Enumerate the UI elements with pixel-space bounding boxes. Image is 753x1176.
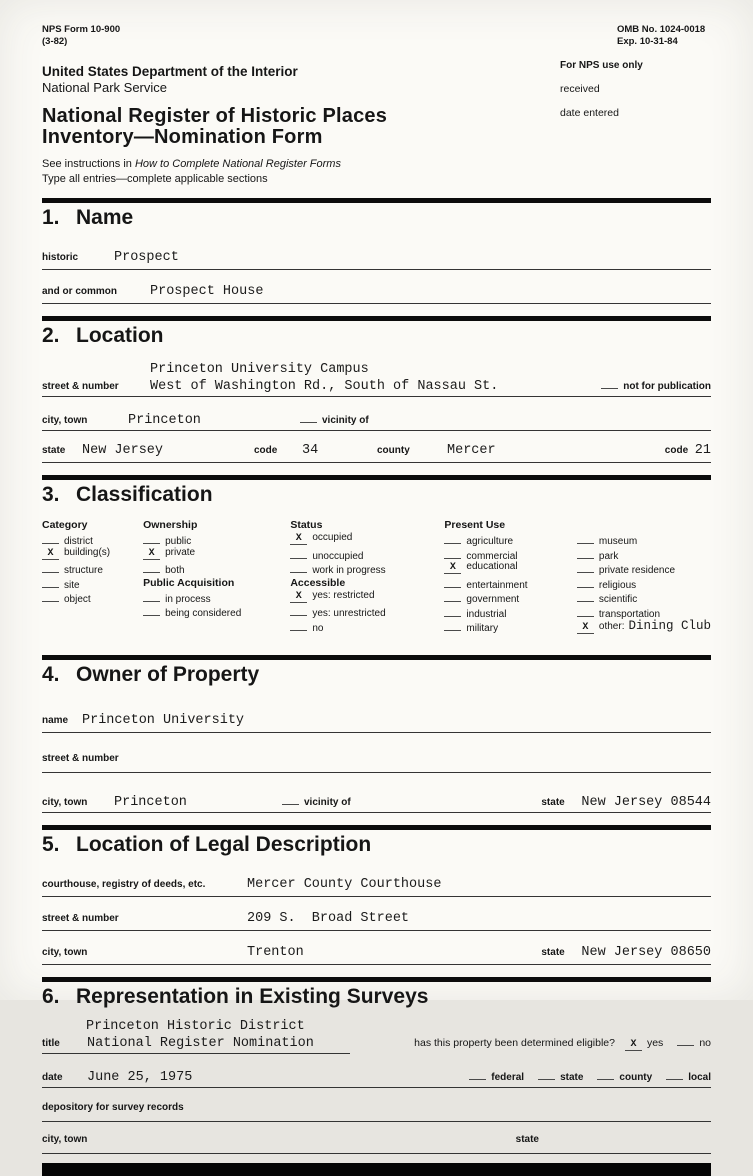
vicinity-checkbox-line [300,411,317,423]
classification-col-present-use [444,518,577,634]
instructions-line2: Type all entries—complete applicable sections [42,172,268,185]
omb-number: OMB No. 1024-0018 [617,24,706,35]
checkbox-line [42,576,59,588]
item-label: structure [64,565,103,577]
field-row-survey-date [42,1068,711,1088]
field-row-street [42,377,711,397]
courthouse-value: Mercer County Courthouse [247,876,442,892]
field-row-historic [42,250,711,270]
county-label: county [377,445,410,457]
checkbox-line: X [42,548,59,560]
section-location-heading [42,321,711,352]
survey-date-label: date [42,1071,63,1083]
section-title: Representation in Existing Surveys [76,984,429,1008]
section-legal-heading [42,830,711,861]
group-header-category: Category [42,519,88,532]
form-number: NPS Form 10-900 [42,24,121,35]
section-number: 2. [42,324,60,348]
legal-state-value: New Jersey 08650 [581,944,711,960]
local-label: local [688,1071,711,1083]
street-label: street & number [42,381,119,393]
street-value: West of Washington Rd., South of Nassau St. [150,379,499,395]
classification-item [444,576,577,591]
item-label: district [64,536,93,548]
checkbox-line [577,576,594,588]
section-number: 3. [42,483,60,507]
group-header-blank [577,518,711,532]
group-header-accessible: Accessible [290,576,346,589]
checkbox-line [577,532,594,544]
classification-item [42,532,143,547]
department-title: United States Department of the Interior [42,63,298,79]
legal-city-label: city, town [42,946,88,958]
section-classification-heading [42,480,711,511]
common-name-label: and or common [42,286,118,298]
item-label: yes: unrestricted [312,608,386,620]
form-number-block [42,24,711,49]
item-label: private [165,546,196,558]
local-checkbox-line [666,1068,683,1080]
section-surveys-heading [42,982,711,1013]
legal-state-label: state [541,946,565,958]
field-row-owner-name [42,713,711,733]
classification-item [143,590,290,605]
item-label: being considered [165,608,242,620]
field-row-survey-city [42,1134,711,1154]
item-label: transportation [598,608,661,620]
classification-col-status [290,518,444,634]
checkbox-line: X [577,622,594,634]
classification-item [42,547,143,562]
agency-title: National Park Service [42,79,167,95]
vicinity-label: vicinity of [322,415,369,427]
county-checkbox-line [597,1068,614,1080]
group-header-public-acquisition: Public Acquisition [143,576,235,589]
state-value: New Jersey [82,443,164,459]
classification-item [290,547,444,562]
item-label: unoccupied [312,550,364,562]
field-row-owner-city [42,793,711,813]
common-name-value: Prospect House [150,284,264,300]
form-header [42,0,711,186]
section-owner [42,655,711,813]
vicinity-checkbox-line [282,793,299,805]
code-value-2: 21 [694,443,711,459]
item-label: work in progress [312,565,386,577]
survey-title-label: title [42,1037,60,1049]
county-level-label: county [619,1071,653,1083]
federal-checkbox-line [469,1068,486,1080]
classification-item [290,561,444,576]
classification-item [444,605,577,620]
instructions-line1 [42,157,711,172]
section-location [42,316,711,463]
group-header-present-use: Present Use [444,519,506,532]
checkbox-line [42,590,59,602]
checkbox-line [444,619,461,631]
checkbox-line [577,605,594,617]
item-label: object [64,594,91,606]
classification-item [444,561,577,576]
field-row-legal-city [42,945,711,965]
group-header-ownership: Ownership [143,519,198,532]
classification-item [444,619,577,634]
section-title: Classification [76,483,213,507]
checkbox-line: X [143,548,160,560]
date-entered-label: date entered [560,106,619,119]
section-number: 4. [42,662,60,686]
field-row-owner-street [42,753,711,773]
owner-name-value: Princeton University [82,712,245,728]
county-value: Mercer [447,443,496,459]
item-label: building(s) [64,546,111,558]
instructions-manual-title: How to Complete National Register Forms [134,158,341,171]
classification-item [143,532,290,547]
checkbox-line [577,547,594,559]
section-number: 6. [42,984,60,1008]
item-label: no [312,622,324,634]
survey-city-label: city, town [42,1133,88,1145]
item-label: private residence [598,565,676,577]
depository-label: depository for survey records [42,1101,184,1113]
code-label-1: code [254,445,278,457]
classification-col-category [42,518,143,634]
item-label: other: [598,621,625,633]
classification-item [42,561,143,576]
section-title: Location of Legal Description [76,832,372,856]
classification-col-present-use-2 [577,518,711,634]
field-row-depository [42,1102,711,1122]
section-name [42,198,711,304]
classification-item [290,532,444,547]
nps-use-block [560,60,730,119]
item-label: yes: restricted [312,589,375,601]
legal-city-value: Trenton [247,944,304,960]
survey-title-field [42,1036,350,1054]
checkbox-line [444,532,461,544]
classification-item [577,547,711,562]
vicinity-label: vicinity of [304,796,351,808]
section-legal [42,825,711,965]
eligible-question: has this property been determined eligible? [414,1036,615,1049]
classification-item [290,590,444,605]
item-label: educational [466,561,518,573]
checkbox-line [143,561,160,573]
historic-value: Prospect [114,250,179,266]
not-for-publication-checkbox-line [601,377,618,389]
checkbox-line [290,604,307,616]
item-label: museum [598,536,638,548]
nps-use-only-label: For NPS use only [560,60,643,71]
item-label: religious [598,579,637,591]
section-title: Owner of Property [76,662,260,686]
section-number: 1. [42,206,60,230]
item-label: occupied [312,532,353,544]
eligible-no-label: no [699,1036,711,1049]
not-for-publication-label: not for publication [623,381,711,393]
item-label: scientific [598,594,638,606]
classification-item [444,532,577,547]
checkbox-line [444,576,461,588]
classification-item [42,590,143,605]
legal-street-label: street & number [42,912,119,924]
checkbox-line [577,561,594,573]
federal-label: federal [491,1071,525,1083]
form-title-line1: National Register of Historic Places [42,105,388,128]
item-label: public [165,536,192,548]
item-label: site [64,579,80,591]
form-title-line2: Inventory—Nomination Form [42,126,323,149]
item-label: both [165,565,185,577]
checkbox-line [143,604,160,616]
group-header-status: Status [290,519,323,532]
field-row-courthouse [42,877,711,897]
eligible-no-checkbox-line [677,1034,694,1046]
code-label-2: code [664,445,689,457]
classification-item [290,604,444,619]
classification-item-other [577,619,711,634]
section-classification [42,475,711,643]
owner-name-label: name [42,714,69,726]
city-label: city, town [42,415,88,427]
checkbox-line [42,532,59,544]
eligible-yes-checkbox-line: X [625,1039,642,1051]
owner-state-value: New Jersey 08544 [581,794,711,810]
checkbox-line: X [290,591,307,603]
section-owner-heading [42,660,711,691]
checkbox-line [290,619,307,631]
classification-col-ownership [143,518,290,634]
classification-item [577,590,711,605]
checkbox-line [42,561,59,573]
bottom-scan-bar [42,1163,711,1176]
form-revision: (3-82) [42,36,68,48]
owner-city-label: city, town [42,796,88,808]
legal-street-value: 209 S. Broad Street [247,910,410,926]
instructions [42,157,711,186]
classification-item [444,590,577,605]
section-number: 5. [42,832,60,856]
classification-item [143,561,290,576]
state-checkbox-line [538,1068,555,1080]
other-use-value: Dining Club [628,619,711,634]
checkbox-line [143,590,160,602]
section-name-heading [42,203,711,234]
code-value-1: 34 [302,443,319,459]
field-row-legal-street [42,911,711,931]
state-label: state [42,445,66,457]
owner-state-label: state [541,796,565,808]
classification-item [42,576,143,591]
omb-expiration: Exp. 10-31-84 [617,36,678,48]
owner-street-label: street & number [42,752,119,764]
section-title: Location [76,324,164,348]
item-label: government [466,594,520,606]
field-row-state [42,443,711,463]
classification-item [577,605,711,620]
item-label: park [598,550,619,562]
owner-city-value: Princeton [114,794,187,810]
item-label: entertainment [466,579,528,591]
checkbox-line [290,547,307,559]
checkbox-line: X [444,562,461,574]
classification-item [577,561,711,576]
field-row-survey-title [42,1034,711,1054]
state-level-label: state [560,1071,584,1083]
checkbox-line [444,547,461,559]
courthouse-label: courthouse, registry of deeds, etc. [42,878,206,890]
received-label: received [560,83,600,95]
survey-title-line2: National Register Nomination [87,1035,314,1051]
city-value: Princeton [128,413,201,429]
street-value-line1: Princeton University Campus [150,362,369,378]
instructions-prefix: See instructions in [42,158,132,171]
classification-item [577,576,711,591]
field-row-common [42,284,711,304]
item-label: industrial [466,608,507,620]
survey-state-label: state [515,1133,539,1145]
checkbox-line [444,605,461,617]
checkbox-line [290,561,307,573]
item-label: in process [165,593,211,605]
item-label: agriculture [466,536,514,548]
classification-item [143,547,290,562]
checkbox-line: X [290,533,307,545]
eligible-yes-label: yes [646,1036,664,1049]
field-row-city [42,411,711,431]
item-label: military [466,623,499,635]
classification-item [444,547,577,562]
checkbox-line [577,590,594,602]
classification-grid [42,518,711,643]
section-surveys [42,977,711,1176]
omb-block [617,24,705,49]
historic-label: historic [42,252,79,264]
survey-title-line1: Princeton Historic District [86,1018,305,1034]
classification-item [143,604,290,619]
classification-item [290,619,444,634]
classification-item [577,532,711,547]
section-title: Name [76,206,134,230]
item-label: commercial [466,550,518,562]
checkbox-line [143,532,160,544]
survey-date-value: June 25, 1975 [87,1069,193,1085]
checkbox-line [444,590,461,602]
